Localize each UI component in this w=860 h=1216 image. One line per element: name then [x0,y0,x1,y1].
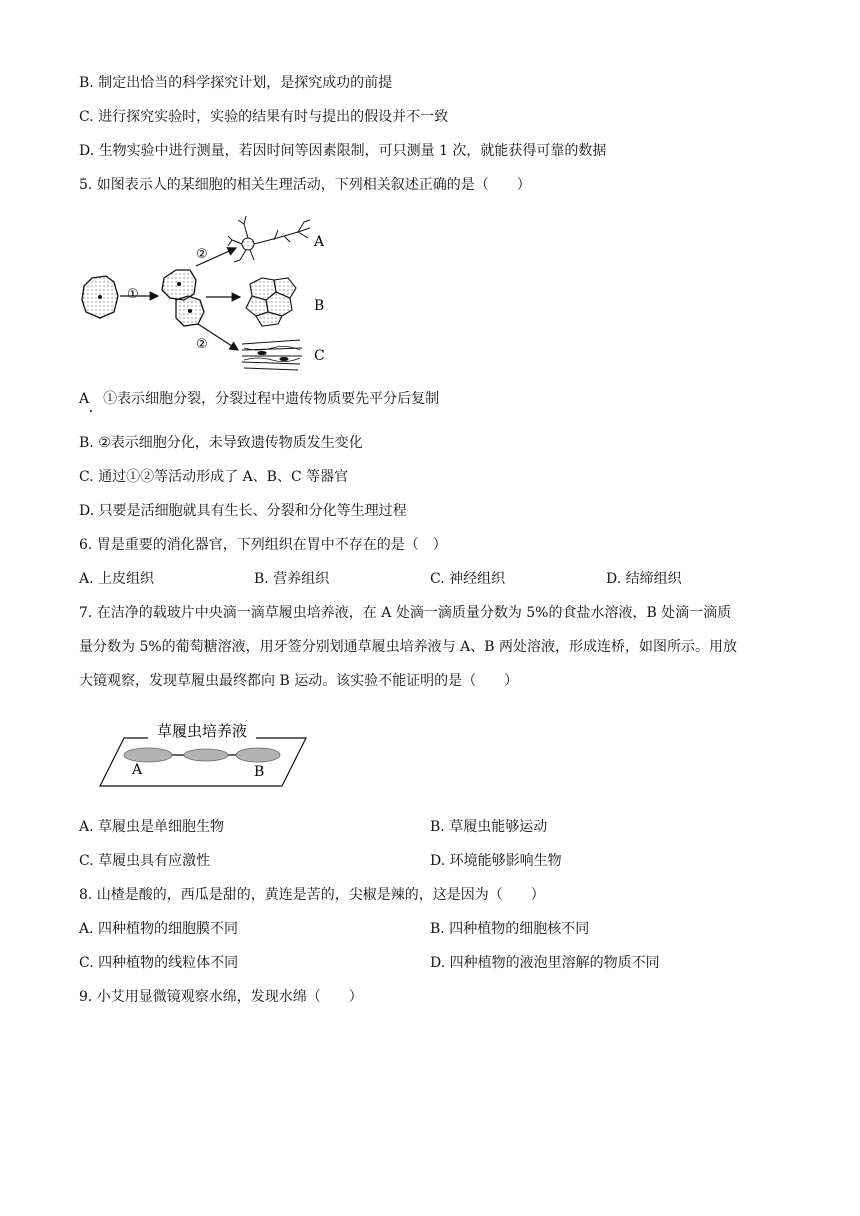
q8-stem: 8. 山楂是酸的，西瓜是甜的，黄连是苦的，尖椒是辣的，这是因为（ ） [79,887,545,903]
drop-label-b: B [254,764,265,780]
q7-option-d: D. 环境能够影响生物 [430,853,562,869]
q5-option-d: D. 只要是活细胞就具有生长、分裂和分化等生理过程 [79,503,407,519]
neuron-figure [228,216,310,262]
label-b: B [314,298,325,314]
label-a: A [314,234,325,250]
q4-option-c: C. 进行探究实验时，实验的结果有时与提出的假设并不一致 [79,109,449,125]
q7-stem-line2: 量分数为 5%的葡萄糖溶液，用牙签分别划通草履虫培养液与 A、B 两处溶液，形成连桥，如图所示。用放 [79,639,737,655]
q4-option-d: D. 生物实验中进行测量，若因时间等因素限制，可只测量 1 次，就能获得可靠的数据 [79,143,607,159]
muscle-figure [242,340,302,370]
solution-drops [124,748,280,762]
q5-option-a: A ①表示细胞分裂，分裂过程中遗传物质要先平分后复制 [79,391,440,407]
q5-option-b: B. ②表示细胞分化，未导致遗传物质发生变化 [79,435,363,451]
q8-option-b: B. 四种植物的细胞核不同 [430,921,590,937]
q8-option-a: A. 四种植物的细胞膜不同 [79,921,239,937]
q7-option-c: C. 草履虫具有应激性 [79,853,211,869]
step1-label: ① [127,287,139,302]
q6-option-c: C. 神经组织 [430,571,506,587]
q4-option-b: B. 制定出恰当的科学探究计划，是探究成功的前提 [79,75,393,91]
epithelial-figure [246,278,296,326]
drop-label-a: A [132,762,143,778]
glass-slide [100,738,306,786]
q6-option-d: D. 结缔组织 [606,571,682,587]
q6-stem: 6. 胃是重要的消化器官，下列组织在胃中不存在的是（ ） [79,537,447,553]
stray-dot [90,410,92,412]
q7-option-a: A. 草履虫是单细胞生物 [79,819,225,835]
q7-stem-line3: 大镜观察，发现草履虫最终都向 B 运动。该实验不能证明的是（ ） [79,673,519,689]
q8-option-d: D. 四种植物的液泡里溶解的物质不同 [430,955,660,971]
q6-option-b: B. 营养组织 [254,571,330,587]
figure-title: 草履虫培养液 [156,722,248,740]
step2-label-top: ② [196,247,208,262]
q7-stem-line1: 7. 在洁净的载玻片中央滴一滴草履虫培养液，在 A 处滴一滴质量分数为 5%的食盐水溶液，B 处滴一滴质 [79,605,732,621]
q5-option-c: C. 通过①②等活动形成了 A、B、C 等器官 [79,469,349,485]
q9-stem: 9. 小艾用显微镜观察水绵，发现水绵（ ） [79,989,363,1005]
step2-label-bottom: ② [196,337,208,352]
q8-option-c: C. 四种植物的线粒体不同 [79,955,239,971]
paramecium-slide-diagram [96,712,310,792]
q6-option-a: A. 上皮组织 [79,571,155,587]
cell-division-diagram [78,208,338,378]
label-c: C [314,348,325,364]
q7-option-b: B. 草履虫能够运动 [430,819,548,835]
q5-stem: 5. 如图表示人的某细胞的相关生理活动，下列相关叙述正确的是（ ） [79,177,531,193]
